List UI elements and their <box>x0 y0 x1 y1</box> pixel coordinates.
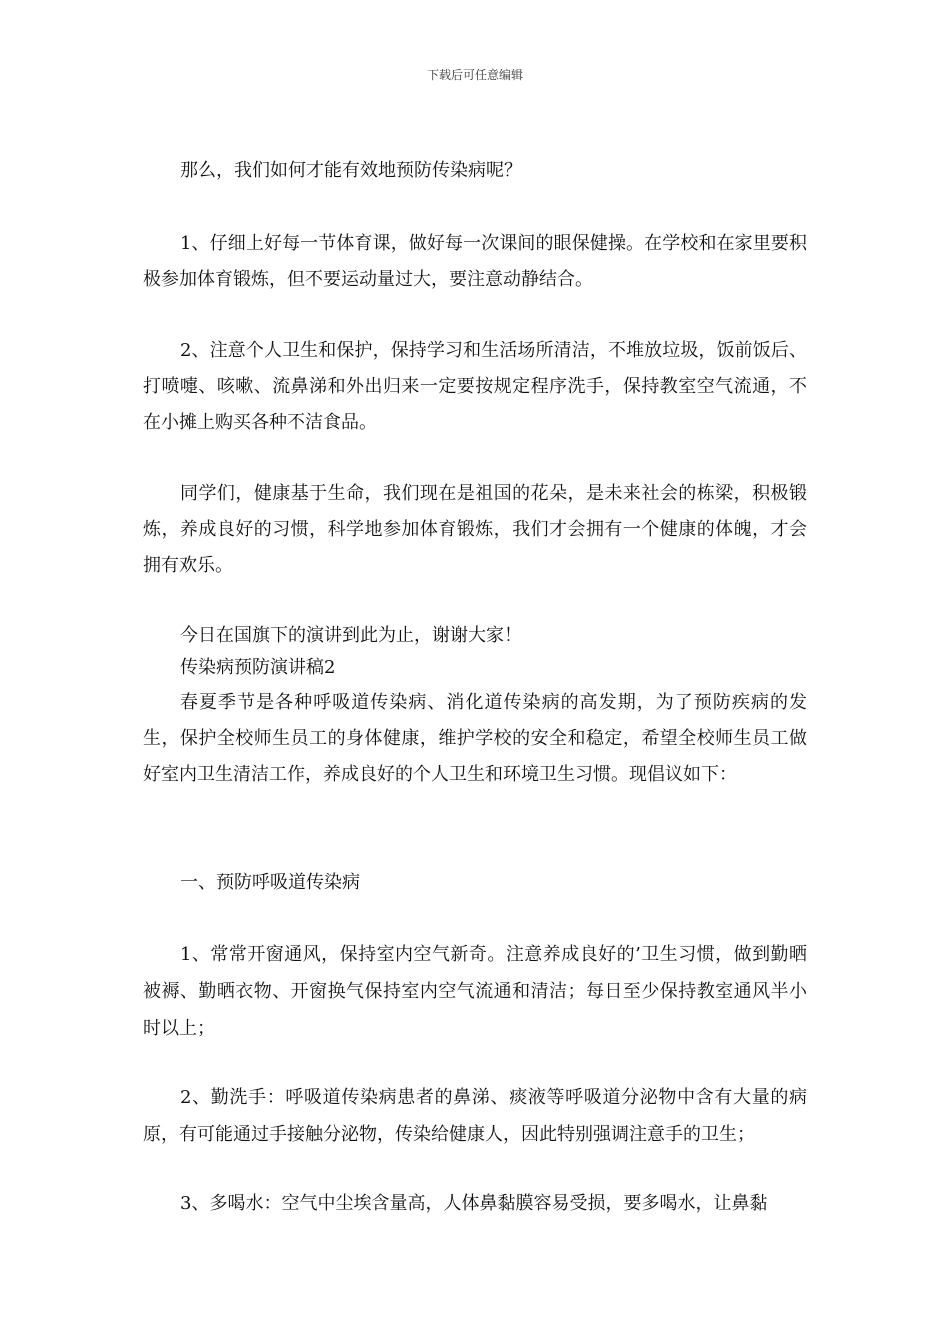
paragraph-intro: 春夏季节是各种呼吸道传染病、消化道传染病的高发期，为了预防疾病的发生，保护全校师生员工的身体健康，维护学校的安全和稳定，希望全校师生员工做好室内卫生清洁工作，养成良好的个人卫生和环境卫生习惯。现倡议如下： <box>143 692 807 785</box>
paragraph-conclusion: 同学们，健康基于生命，我们现在是祖国的花朵，是未来社会的栋梁，积极锻炼，养成良好的习惯，科学地参加体育锻炼，我们才会拥有一个健康的体魄，才会拥有欢乐。 <box>143 483 807 576</box>
page-header: 下载后可任意编辑 <box>426 68 523 82</box>
section-title: 传染病预防演讲稿2 <box>180 657 336 678</box>
section-heading-respiratory: 一、预防呼吸道传染病 <box>180 872 360 893</box>
paragraph-ventilation: 1、常常开窗通风，保持室内空气新奇。注意养成良好的’卫生习惯，做到勤晒被褥、勤晒衣物、开窗换气保持室内空气流通和清洁；每日至少保持教室通风半小时以上； <box>143 944 807 1039</box>
paragraph-drink-water: 3、多喝水：空气中尘埃含量高，人体鼻黏膜容易受损，要多喝水，让鼻黏 <box>180 1193 768 1214</box>
paragraph-item-1: 1、仔细上好每一节体育课，做好每一次课间的眼保健操。在学校和在家里要积极参加体育锻炼，但不要运动量过大，要注意动静结合。 <box>143 233 807 290</box>
paragraph-question: 那么，我们如何才能有效地预防传染病呢？ <box>180 160 522 181</box>
paragraph-handwashing: 2、勤洗手：呼吸道传染病患者的鼻涕、痰液等呼吸道分泌物中含有大量的病原，有可能通过手接触分泌物，传染给健康人，因此特别强调注意手的卫生； <box>143 1087 807 1145</box>
paragraph-closing: 今日在国旗下的演讲到此为止，谢谢大家！ <box>180 625 522 646</box>
paragraph-item-2: 2、注意个人卫生和保护，保持学习和生活场所清洁，不堆放垃圾，饭前饭后、打喷嚏、咳嗽、流鼻涕和外出归来一定要按规定程序洗手，保持教室空气流通，不在小摊上购买各种不洁食品。 <box>143 340 807 433</box>
